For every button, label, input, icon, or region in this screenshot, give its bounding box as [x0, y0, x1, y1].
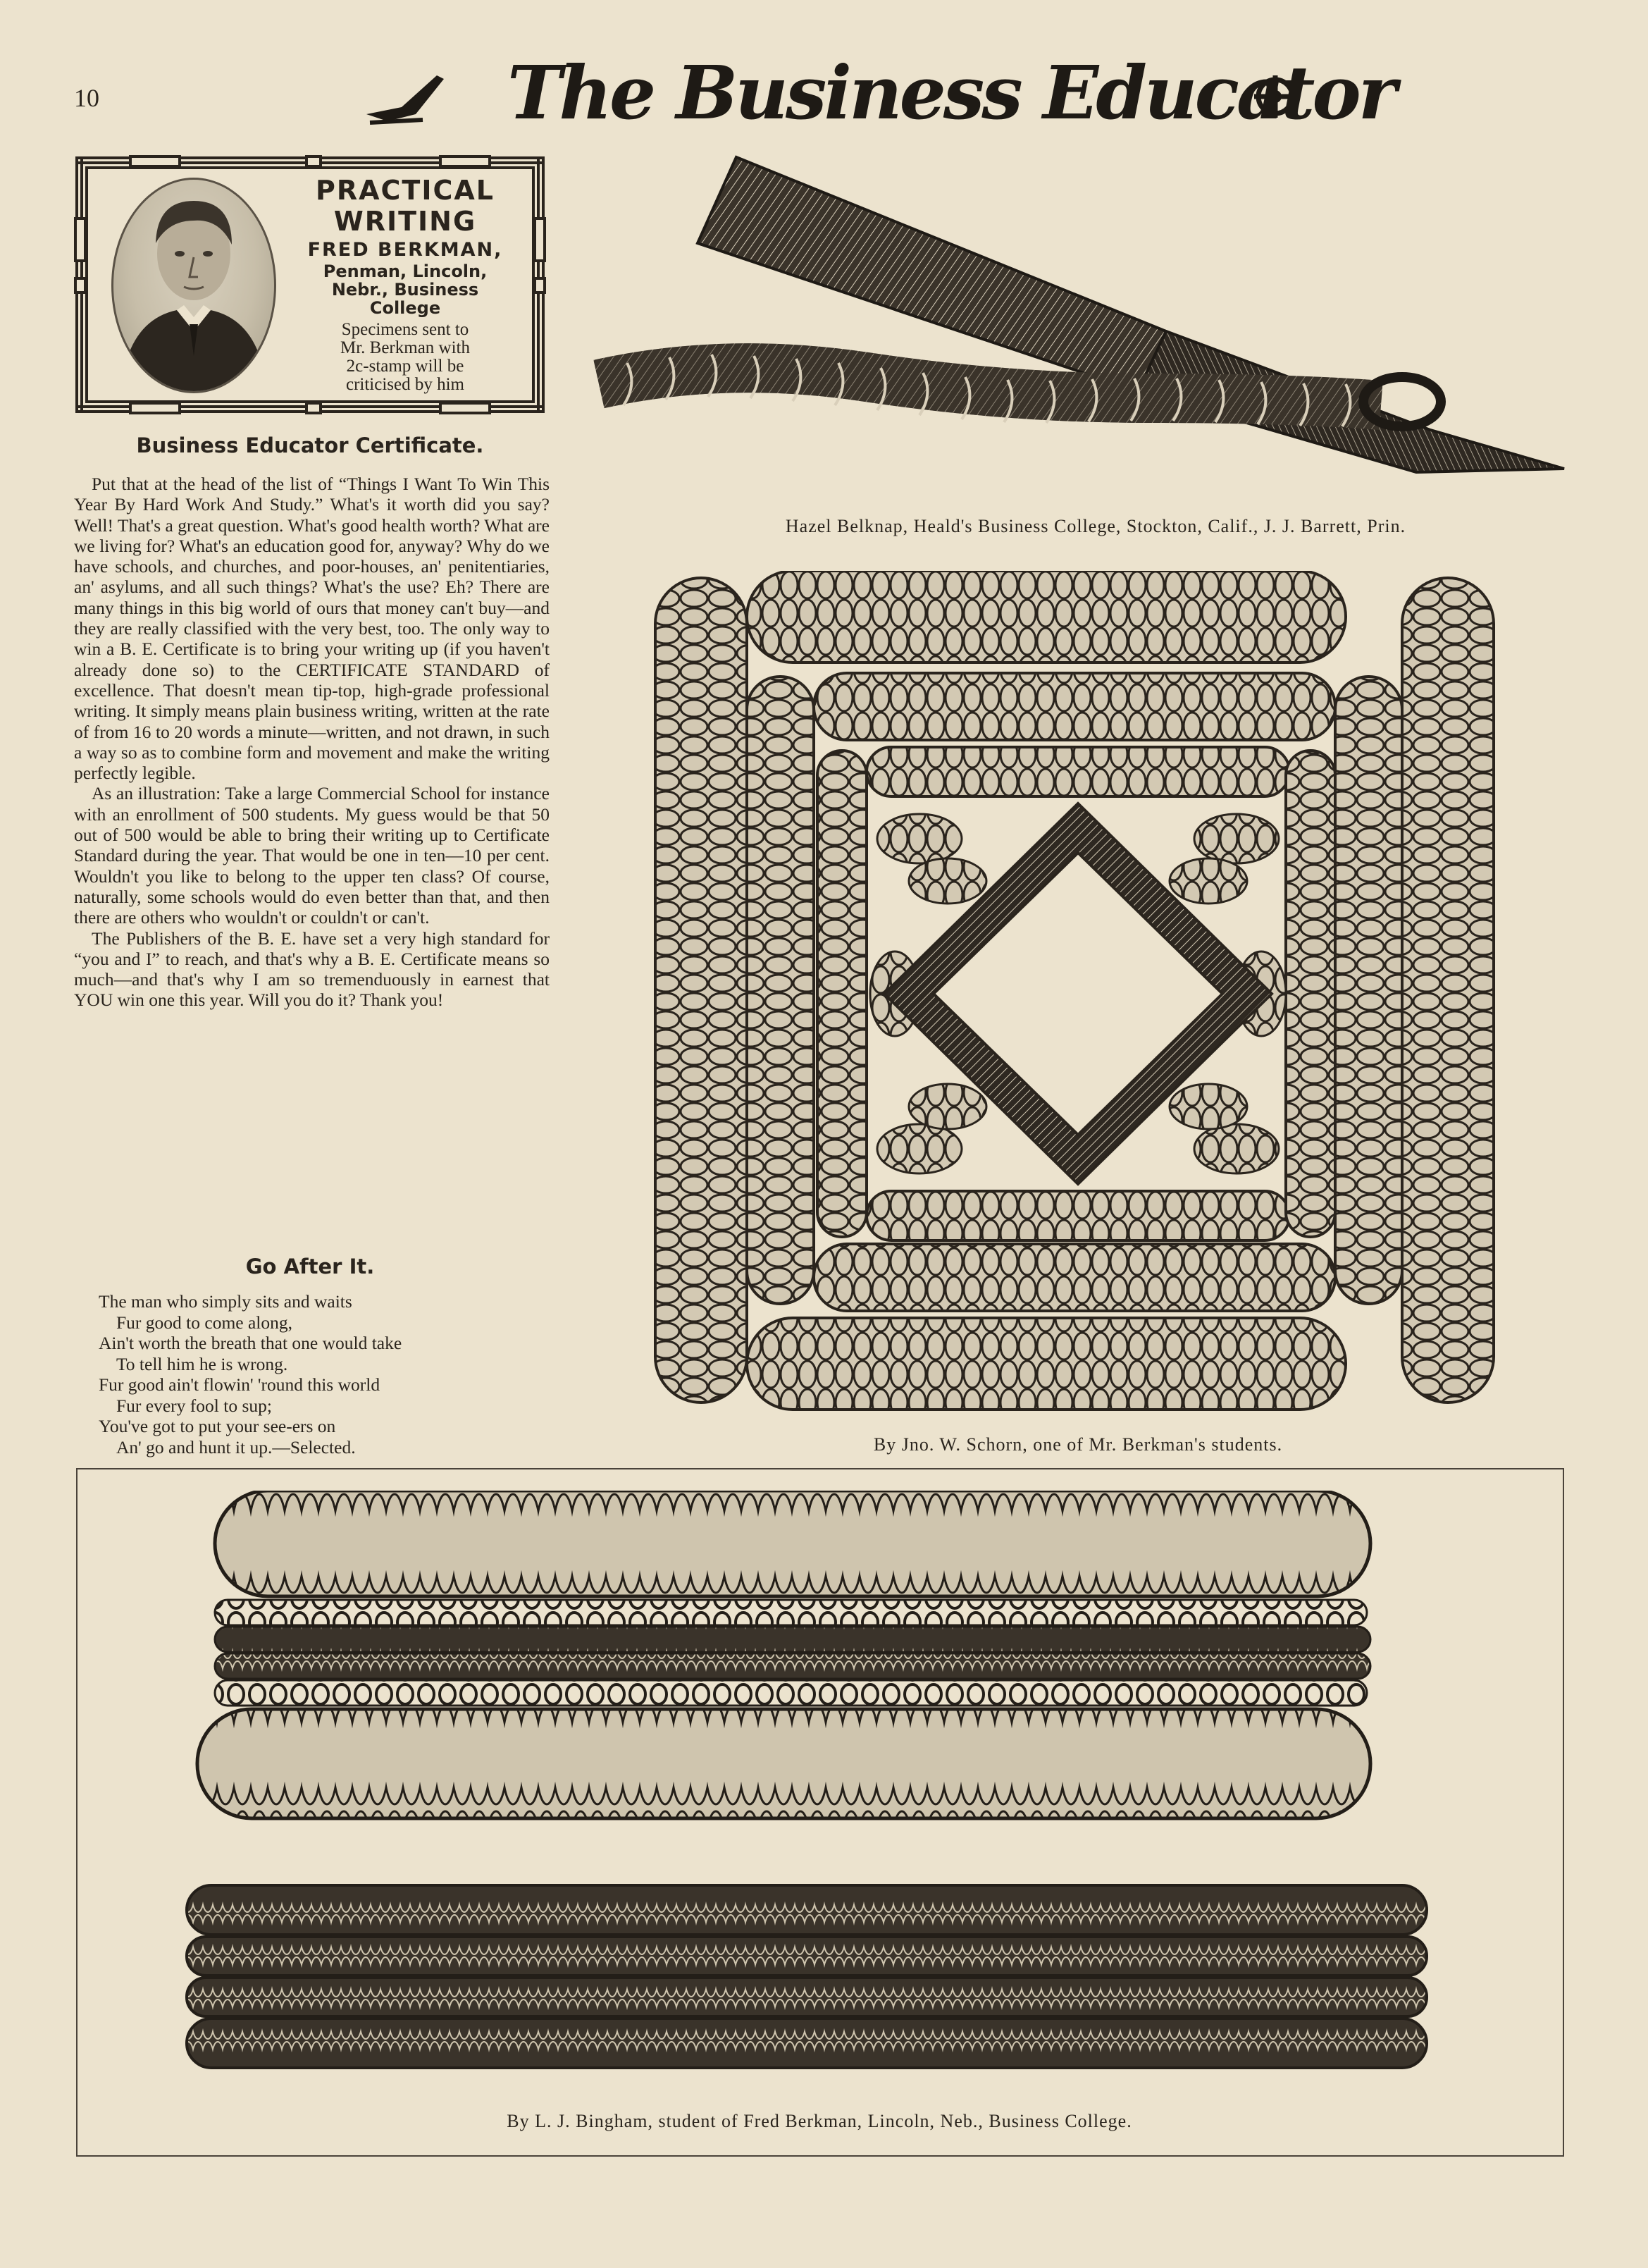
author-name: FRED BERKMAN, [307, 239, 503, 261]
certificate-article [74, 474, 550, 1011]
poem-line: Fur every fool to sup; [116, 1395, 272, 1416]
square-caption: By Jno. W. Schorn, one of Mr. Berkman's students. [873, 1434, 1283, 1455]
poem-line: Fur good ain't flowin' 'round this world [99, 1374, 380, 1395]
author-role-line: Nebr., Business [331, 280, 479, 300]
poem-line: Fur good to come along, [116, 1312, 293, 1333]
masthead-title: The Business Educator [507, 49, 1394, 136]
column-title-line2: WRITING [333, 206, 477, 237]
poem [99, 1291, 550, 1457]
article-paragraph: As an illustration: Take a large Commercial School for instance with an enrollment of 500 students. My guess would be that 50 out of 500 would be able to bring their writing up to Certificate Standard during the year. That would be one in ten—10 per cent. Wouldn't you like to belong to the upper ten class? Of course, naturally, some schools would do even better than that, and then there are others who wouldn't or couldn't or can't. [74, 783, 550, 928]
poem-line: Ain't worth the breath that one would take [99, 1333, 402, 1353]
movement-bands-illustration [183, 1491, 1451, 2097]
poem-line: An' go and hunt it up.—Selected. [116, 1436, 356, 1457]
razor-caption: Hazel Belknap, Heald's Business College, Stockton, Calif., J. J. Barrett, Prin. [785, 516, 1406, 536]
poem-heading: Go After It. [245, 1255, 375, 1278]
poem-line: To tell him he is wrong. [116, 1353, 288, 1374]
razor-rope-illustration [585, 152, 1571, 504]
page-number: 10 [74, 84, 99, 112]
article-paragraph: The Publishers of the B. E. have set a very high standard for “you and I” to reach, and that's why a B. E. Certificate means so much—and that's why I am so tremenduously in earnest that YOU win one this year. Will you do it? Thank you! [74, 927, 550, 1011]
square-ovals-illustration [652, 571, 1504, 1417]
specimen-note-line: criticised by him [345, 375, 465, 394]
poem-line: The man who simply sits and waits [99, 1291, 352, 1312]
specimen-note-line: Specimens sent to [341, 320, 469, 339]
bands-caption: By L. J. Bingham, student of Fred Berkman, Lincoln, Neb., Business College. [507, 2111, 1132, 2131]
column-title-line1: PRACTICAL [316, 175, 495, 206]
poem-line: You've got to put your see-ers on [99, 1416, 336, 1436]
certificate-heading: Business Educator Certificate. [136, 433, 484, 457]
specimen-note-line: 2c-stamp will be [346, 357, 464, 376]
specimen-note-line: Mr. Berkman with [340, 338, 470, 357]
author-portrait [111, 178, 276, 393]
article-paragraph: Put that at the head of the list of “Things I Want To Win This Year By Hard Work And Study.” What's it worth did you say? Well! That's a great question. What's good health worth? What are we living for? What's an education good for, anyway? Why do we have schools, and churches, and poor-houses, an' penitentiaries, an' asylums, and all such things? What's the use? Eh? There are many things in this big world of ours that money can't buy—and they are really classified with the very best, too. The only way to win a B. E. Certificate is to bring your writing up (if you haven't already done so) to the CERTIFICATE STANDARD of excellence. That doesn't mean tip-top, high-grade professional writing. It simply means plain business writing, written at the rate of from 16 to 20 words a minute—written, and not drawn, in such a way so as to combine form and movement and make the writing perfectly legible. [74, 474, 550, 784]
author-role-line: Penman, Lincoln, [323, 261, 488, 281]
quill-icon [366, 75, 444, 121]
author-role-line: College [369, 298, 441, 318]
